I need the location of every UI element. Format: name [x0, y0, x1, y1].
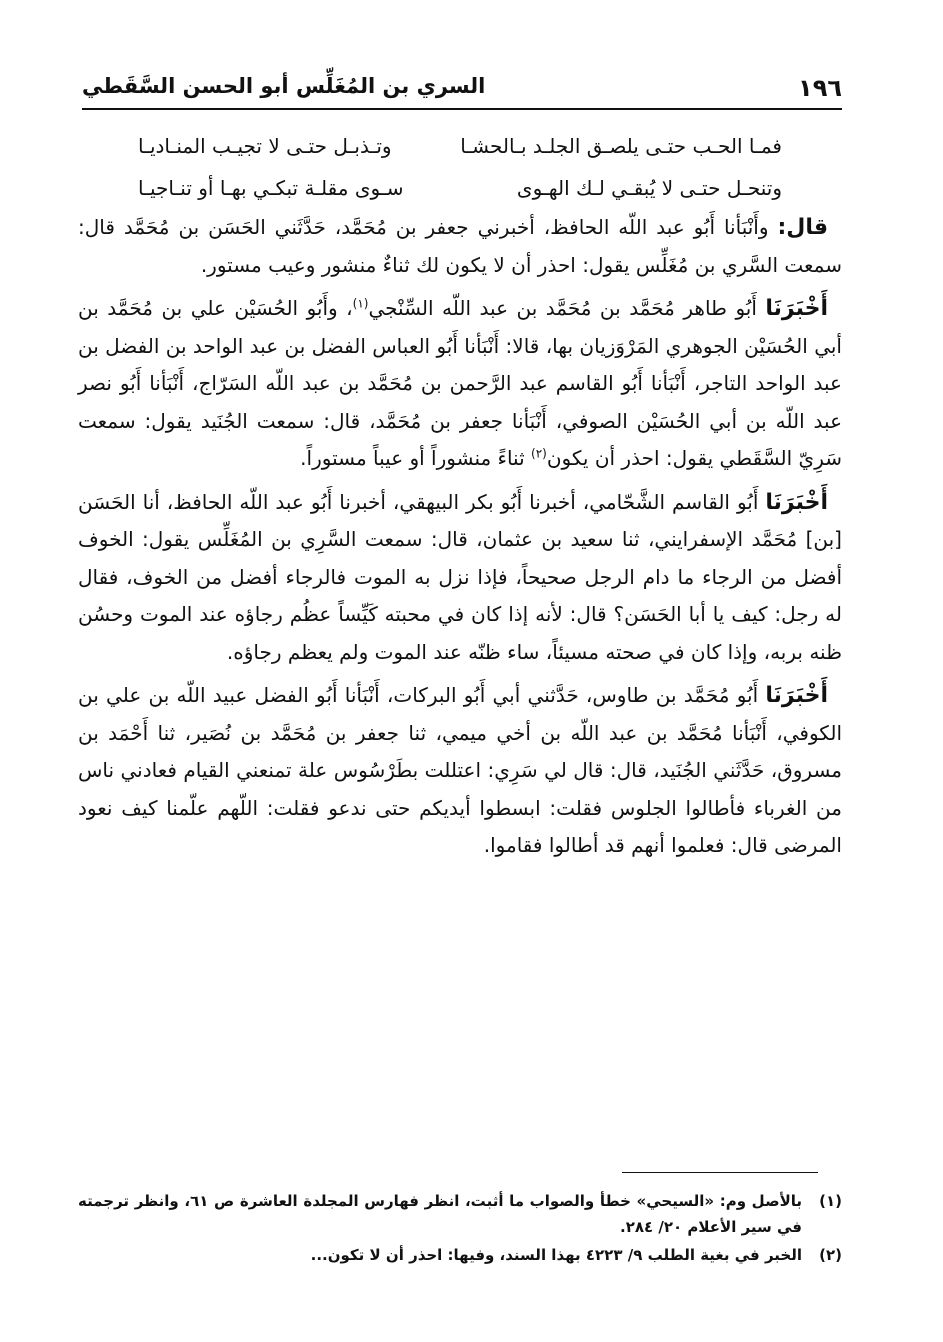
verse-first-hemistich: وتنحـل حتـى لا يُبقـي لـك الهـوى: [516, 176, 782, 200]
footnote-text: بالأصل وم: «السيحي» خطأ والصواب ما أثبت، انظر فهارس المجلدة العاشرة ص ٦١، وانظر ترجمته في سير الأعلام ٢٠/ ٢٨٤.: [78, 1192, 802, 1236]
footnote-reference: (١): [352, 296, 369, 311]
paragraph-lead-word: أَخْبَرَنَا: [765, 683, 828, 708]
verse-second-hemistich: سـوى مقلـة تبكـي بهـا أو تنـاجيـا: [138, 176, 404, 200]
poem-verse: [78, 125, 842, 167]
running-title: السري بن المُغَلِّس أبو الحسن السَّقَطي: [82, 74, 486, 98]
narration-paragraph: [78, 484, 842, 672]
footnote-item: [78, 1188, 842, 1240]
narration-paragraph: [78, 677, 842, 865]
footnotes: [78, 1188, 842, 1270]
footnote-item: [78, 1242, 842, 1268]
paragraph-text: ثناءً منشوراً أو عيباً مستوراً.: [300, 446, 532, 470]
main-text: [78, 125, 842, 871]
running-header: [82, 68, 842, 110]
poem-verse: [78, 167, 842, 209]
paragraph-text: ، وأَبُو الحُسَيْن علي بن مُحَمَّد بن أبي الحُسَيْن الجوهري المَرْوَزيان بها، قالا: أَنْبَأنا أَبُو العباس الفضل بن عبد الواحد بن الفضل بن عبد الواحد التاجر، أَنْبَأنا أَبُو القاسم عبد الرَّحمن بن مُحَمَّد بن عبد اللّه السَرّاج، أَنْبَأنا أَبُو نصر عبد اللّه بن أبي الحُسَيْن الصوفي، أَنْبَأنا جعفر بن مُحَمَّد، قال: سمعت الجُنَيد يقول: سمعت سَرِيّ السَّقَطي يقول: احذر أن يكون: [78, 296, 842, 470]
paragraph-text: أَبُو طاهر مُحَمَّد بن مُحَمَّد بن عبد اللّه السِّنْجي: [368, 296, 766, 320]
paragraph-lead-word: أَخْبَرَنَا: [765, 296, 828, 321]
footnote-marker: (١): [819, 1192, 842, 1210]
paragraph-lead-word: أَخْبَرَنَا: [765, 489, 828, 515]
paragraph-text: وأَنْبَأنا أَبُو عبد اللّه الحافظ، أخبرني جعفر بن مُحَمَّد، حَدَّثَني الحَسَن بن مُحَمَّد قال: سمعت السَّري بن مُغَلِّس يقول: احذر أن لا يكون لك ثناءٌ منشور وعيب مستور.: [78, 215, 842, 277]
footnote-reference: (٢): [531, 446, 547, 461]
narration-paragraph: [78, 290, 842, 478]
page-number: ١٩٦: [798, 74, 842, 102]
narration-paragraph: [78, 209, 842, 284]
verse-second-hemistich: وتـذبـل حتـى لا تجيـب المنـاديـا: [138, 134, 392, 158]
footnote-text: الخبر في بغية الطلب ٩/ ٤٢٢٣ بهذا السند، وفيها: احذر أن لا تكون...: [310, 1246, 802, 1264]
paragraph-lead-word: قال:: [777, 215, 828, 240]
paragraph-text: أَبُو مُحَمَّد بن طاوس، حَدَّثني أبي أَبُو البركات، أَنْبَأنا أَبُو الفضل عبيد اللّه بن علي بن الكوفي، أَنْبَأنا مُحَمَّد بن عبد اللّه بن أخي ميمي، ثنا جعفر بن مُحَمَّد بن نُصَير، ثنا أَحْمَد بن مسروق، حَدَّثَني الجُنَيد، قال: قال لي سَرِي: اعتللت بطَرْسُوس علة تمنعني القيام فعادني ناس من الغرباء فأطالوا الجلوس فقلت: ابسطوا أيديكم حتى ندعو فقلت: اللّهم علّمنا كيف نعود المرضى قال: فعلموا أنهم قد أطالوا فقاموا.: [78, 683, 842, 857]
verse-first-hemistich: فمـا الحـب حتـى يلصـق الجلـد بـالحشـا: [460, 134, 782, 158]
paragraph-text: أَبُو القاسم الشَّحّامي، أخبرنا أَبُو بكر البيهقي، أخبرنا أَبُو عبد اللّه الحافظ، أنا الحَسَن [بن] مُحَمَّد الإسفرايني، ثنا سعيد بن عثمان، قال: سمعت السَّرِي بن المُغَلِّس يقول: الخوف أفضل من الرجاء ما دام الرجل صحيحاً، فإذا نزل به الموت فالرجاء أفضل من الخوف، فقال له رجل: كيف يا أبا الحَسَن؟ قال: لأنه إذا كان في محبته كَيِّساً عظُم رجاؤه عند الموت وحسُن ظنه بربه، وإذا كان في صحته مسيئاً، ساء ظنّه عند الموت ولم يعظم رجاؤه.: [78, 489, 842, 664]
footnote-divider: [622, 1172, 818, 1173]
footnote-marker: (٢): [819, 1246, 842, 1264]
